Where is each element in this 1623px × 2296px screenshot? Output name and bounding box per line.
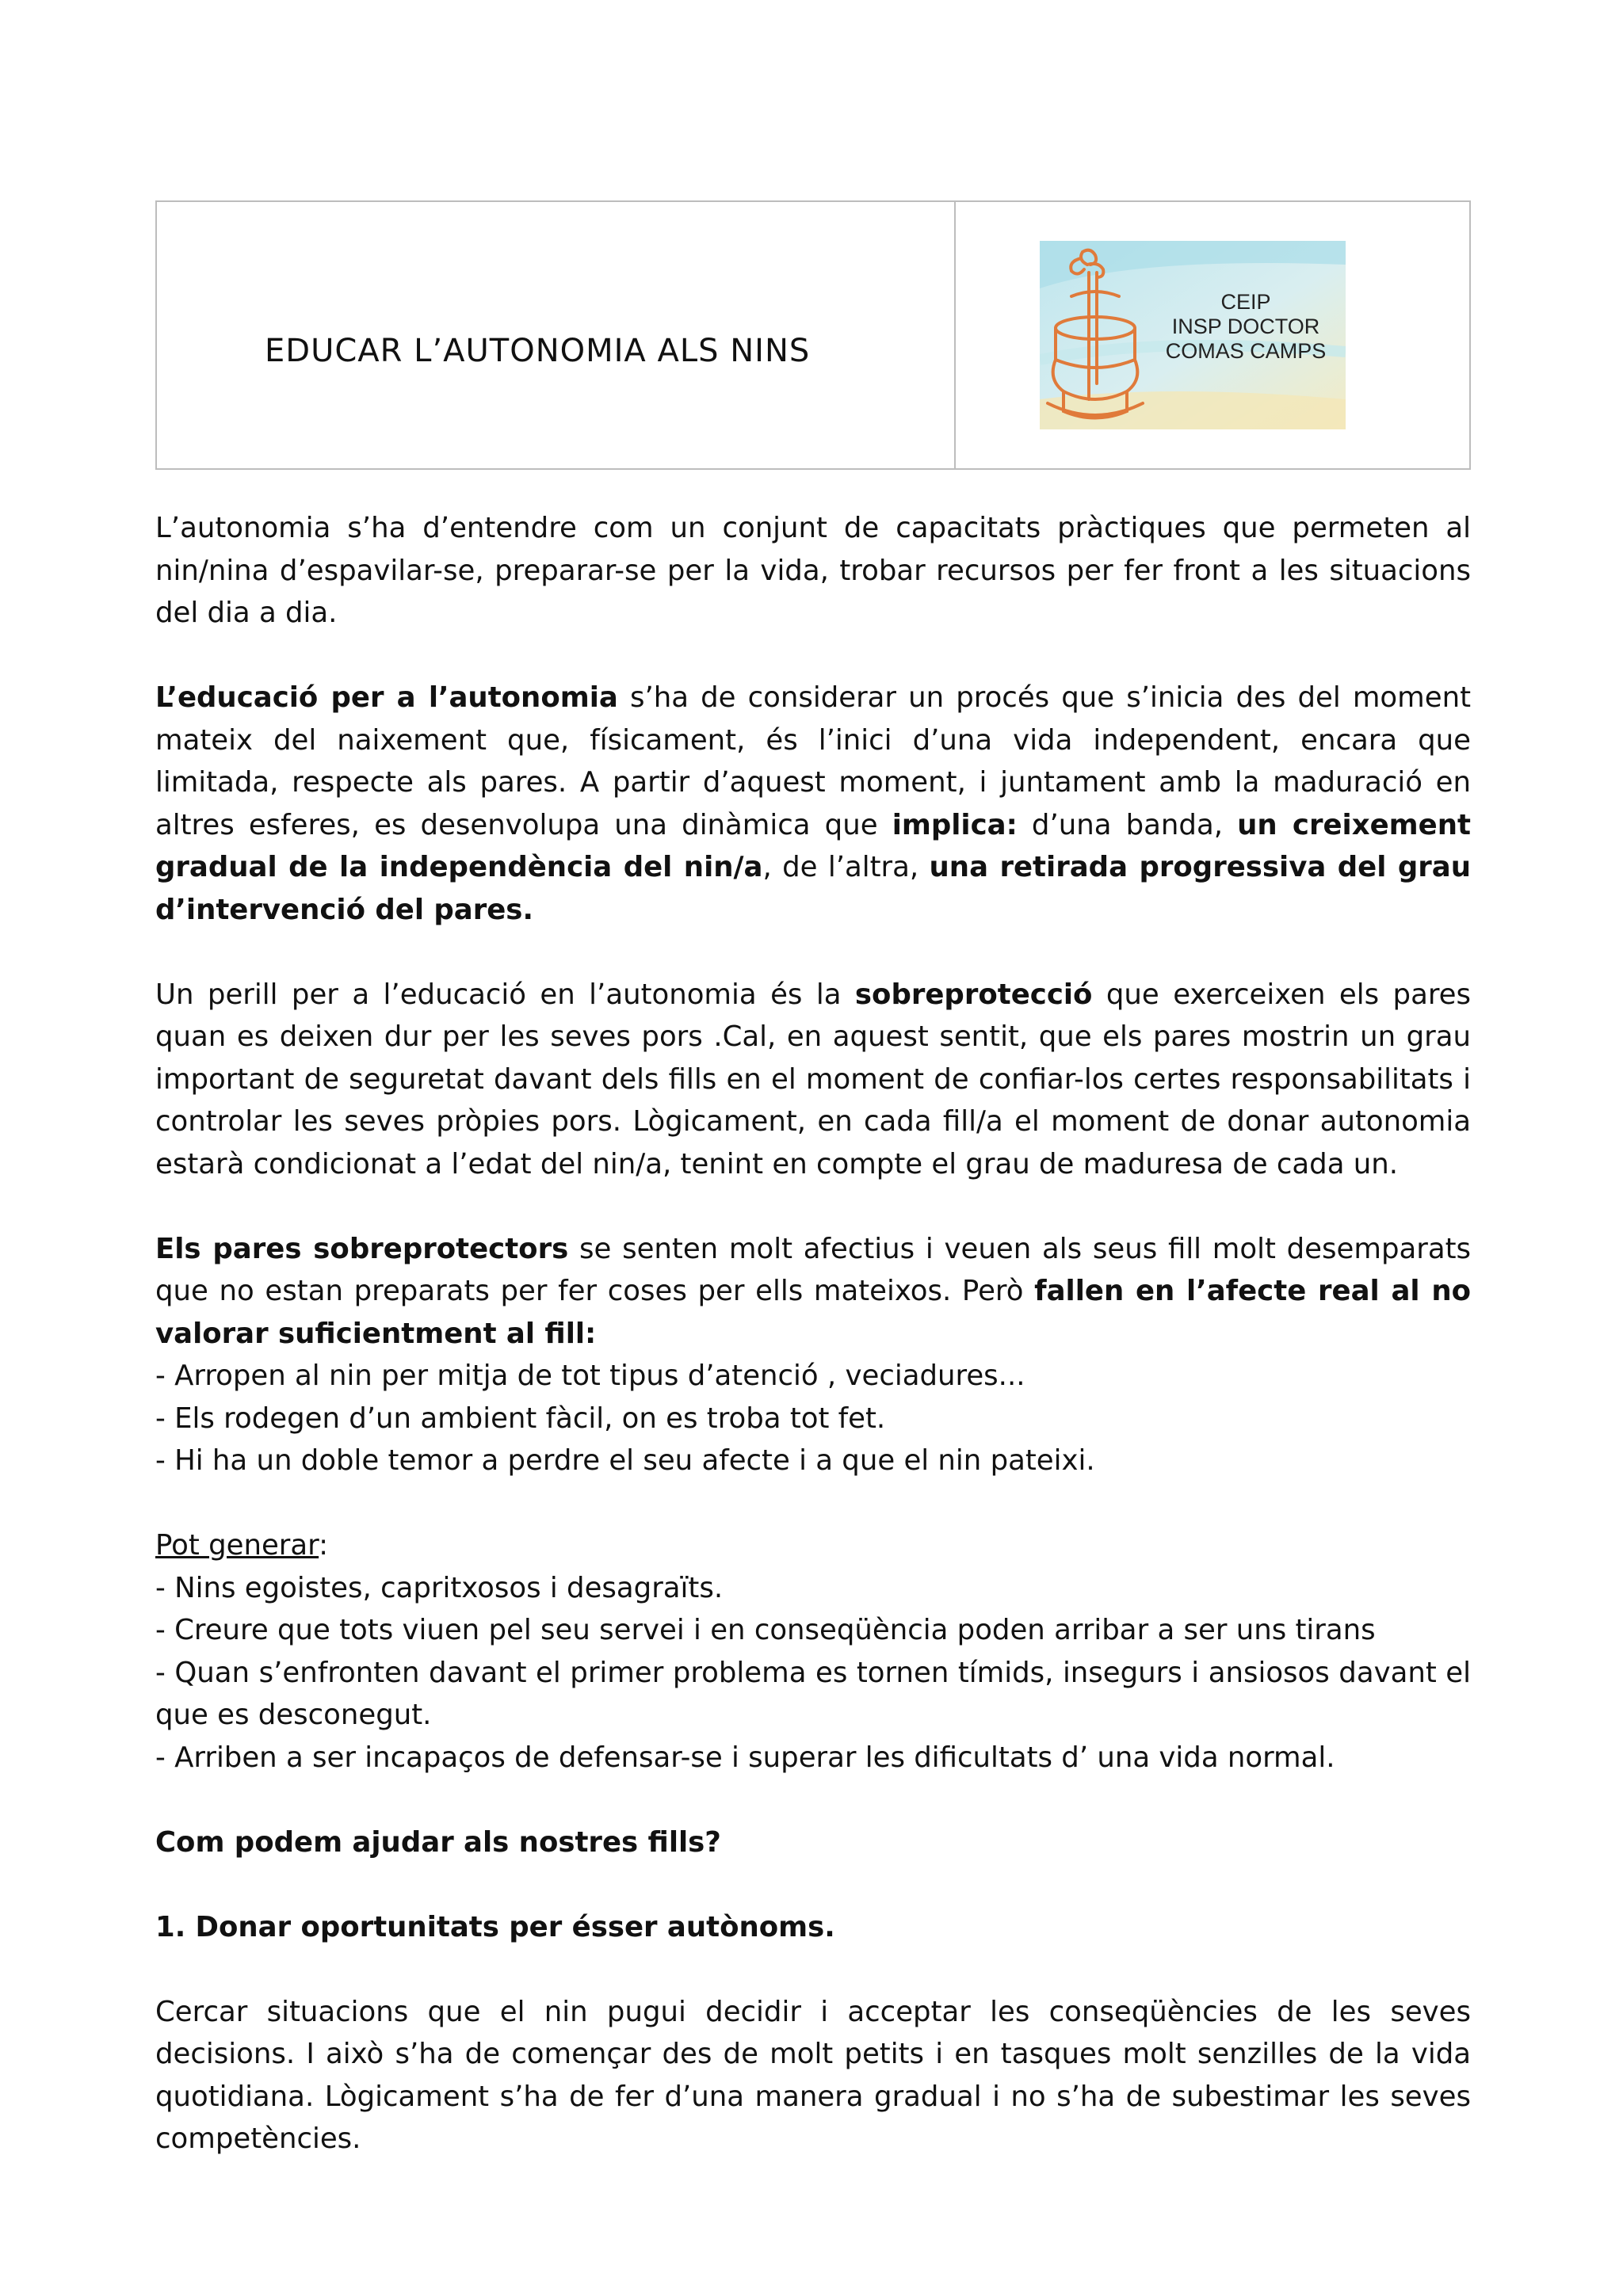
paragraph-opportunities: Cercar situacions que el nin pugui decidir i acceptar les conseqüències de les seves decisions. I això s’ha de començar des de molt petits i en tasques molt senzilles de la vida quotidiana. Lògicament s’ha de fer d’una manera gradual i no s’ha de subestimar les seves competències. xyxy=(155,1995,1471,2155)
document-body xyxy=(155,507,1471,2161)
paragraph-overprotective-parents: Els pares sobreprotectors se senten molt afectius i veuen als seus fill molt desemparats que no estan preparats per fer coses per ells mateixos. Però fallen en l’afecte real al no valorar suficientment al fill: xyxy=(155,1232,1472,1350)
document-title: EDUCAR L’AUTONOMIA ALS NINS xyxy=(265,333,811,369)
list-item: - Nins egoistes, capritxosos i desagraïts. xyxy=(155,1571,724,1604)
logo-line-3: COMAS CAMPS xyxy=(1165,339,1327,363)
paragraph-overprotection: Un perill per a l’educació en l’autonomia és la sobreprotecció que exerceixen els pares quan es deixen dur per les seves pors .Cal, en aquest sentit, que els pares mostrin un grau important de seguretat davant dels fills en el moment de confiar-los certes responsabilitats i controlar les seves pròpies pors. Lògicament, en cada fill/a el moment de donar autonomia estarà condicionat a l’edat del nin/a, tenint en compte el grau de maduresa de cada un. xyxy=(155,978,1471,1180)
school-logo xyxy=(1040,241,1346,429)
header-title-cell xyxy=(157,202,956,468)
list-item: - Creure que tots viuen pel seu servei i en conseqüència poden arribar a ser uns tirans xyxy=(155,1614,1376,1646)
logo-line-2: INSP DOCTOR xyxy=(1171,315,1320,338)
header-table xyxy=(155,200,1471,470)
logo-line-1: CEIP xyxy=(1220,290,1271,314)
list-item: - Els rodegen d’un ambient fàcil, on es troba tot fet. xyxy=(155,1402,886,1435)
list-item: - Quan s’enfronten davant el primer problema es tornen tímids, insegurs i ansiosos davant el que es desconegut. xyxy=(155,1656,1471,1731)
pot-generar-heading: Pot generar: xyxy=(155,1529,329,1562)
question-heading: Com podem ajudar als nostres fills? xyxy=(155,1825,721,1859)
paragraph-education: L’educació per a l’autonomia s’ha de considerar un procés que s’inicia des del moment mateix del naixement que, físicament, és l’inici d’una vida independent, encara que limitada, respecte als pares. A partir d’aquest moment, i juntament amb la maduració en altres esferes, es desenvolupa una dinàmica que implica: d’una banda, un creixement gradual de la independència del nin/a, de l’altra, una retirada progressiva del grau d’intervenció del pares. xyxy=(155,681,1471,926)
paragraph-definition: L’autonomia s’ha d’entendre com un conjunt de capacitats pràctiques que permeten al nin/nina d’espavilar-se, preparar-se per la vida, trobar recursos per fer front a les situacions del dia a dia. xyxy=(155,512,1471,629)
header-logo-cell xyxy=(956,202,1469,468)
list-item: - Arriben a ser incapaços de defensar-se i superar les dificultats d’ una vida normal. xyxy=(155,1741,1335,1774)
list-item: - Arropen al nin per mitja de tot tipus d’atenció , veciadures... xyxy=(155,1360,1025,1392)
list-item: - Hi ha un doble temor a perdre el seu afecte i a que el nin pateixi. xyxy=(155,1444,1095,1477)
point-1-heading: 1. Donar oportunitats per ésser autònoms. xyxy=(155,1910,835,1943)
logo-text xyxy=(1159,290,1333,364)
